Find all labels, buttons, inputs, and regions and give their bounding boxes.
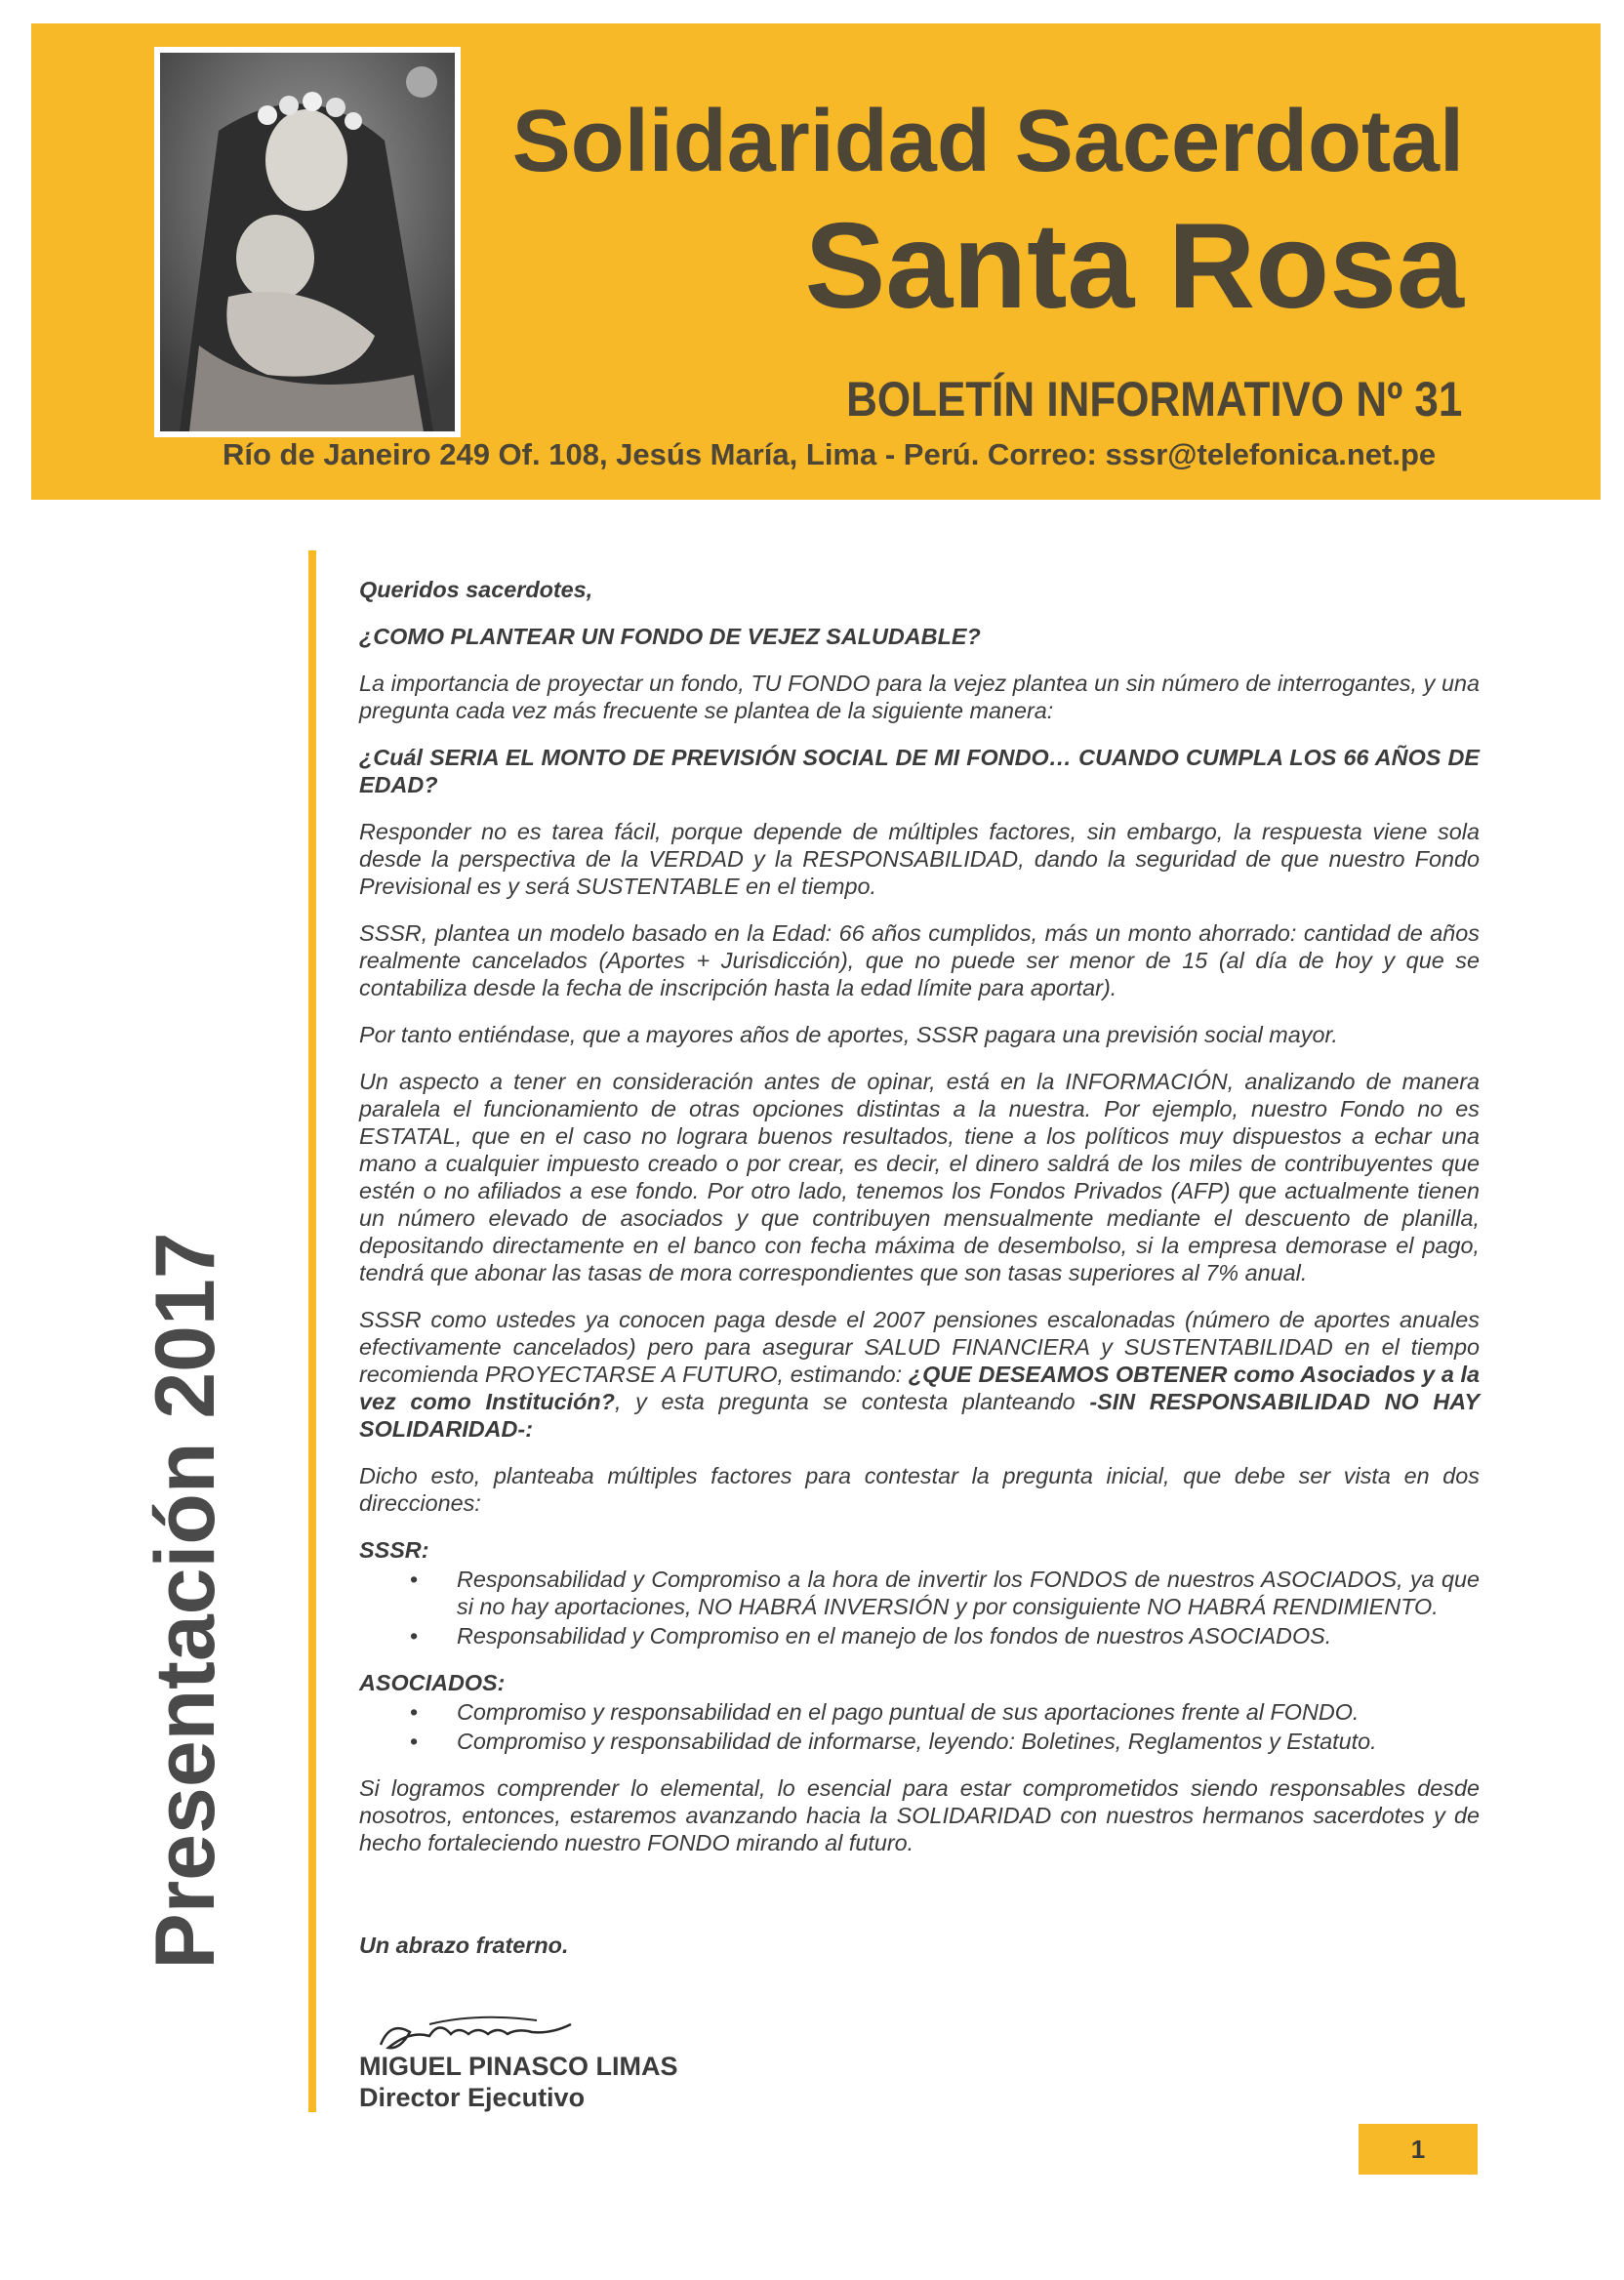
sssr-list xyxy=(359,1566,1480,1649)
bullet-icon: • xyxy=(410,1729,419,1754)
address-line: Río de Janeiro 249 Of. 108, Jesús María, Lima - Perú. Correo: sssr@telefonica.net.pe xyxy=(223,437,1437,471)
paragraph-1: La importancia de proyectar un fondo, TU FONDO para la vejez plantea un sin número de interrogantes, y una pregunta cada vez más frecuente se plantea de la siguiente manera: xyxy=(359,671,1480,723)
list-item: • Compromiso y responsabilidad en el pago puntual de sus aportaciones frente al FONDO. xyxy=(410,1699,1360,1725)
asociados-list xyxy=(359,1698,1480,1755)
letter-body xyxy=(359,576,1480,1876)
paragraph-6-a: SSSR como ustedes ya conocen paga desde el 2007 pensiones escalonadas (número de aportes anuales efectivamente cancelados) pero para asegurar SALUD FINANCIERA y SUSTENTABILIDAD en el tiempo recomienda PROYECTARSE A FUTURO, estimando: xyxy=(359,1307,1480,1387)
paragraph-6-motto: -SIN RESPONSABILIDAD NO HAY SOLIDARIDAD-: xyxy=(359,1389,1481,1442)
greeting: Queridos sacerdotes, xyxy=(359,577,593,602)
paragraph-2: Responder no es tarea fácil, porque depende de múltiples factores, sin embargo, la respuesta viene sola desde la perspectiva de la VERDAD y la RESPONSABILIDAD, dando la seguridad de que nuestro Fondo Previsional es y será SUSTENTABLE en el tiempo. xyxy=(359,819,1480,899)
title-line-2: Santa Rosa xyxy=(804,199,1464,334)
paragraph-6-c: , y esta pregunta se contesta planteando xyxy=(614,1389,1090,1414)
paragraph-4: Por tanto entiéndase, que a mayores años de aportes, SSSR pagara una previsión social mayor. xyxy=(359,1022,1338,1047)
header-banner xyxy=(31,23,1601,500)
signer-name: MIGUEL PINASCO LIMAS xyxy=(359,2052,678,2081)
paragraph-8: Si logramos comprender lo elemental, lo esencial para estar comprometidos siendo responsables desde nosotros, entonces, estaremos avanzando hacia la SOLIDARIDAD con nuestros hermanos sacerdotes y de hecho fortaleciendo nuestro FONDO mirando al futuro. xyxy=(359,1775,1480,1855)
signer-role: Director Ejecutivo xyxy=(359,2083,586,2112)
paragraph-7: Dicho esto, planteaba múltiples factores para contestar la pregunta inicial, que debe ser vista en dos direcciones: xyxy=(359,1463,1480,1516)
sssr-heading: SSSR: xyxy=(359,1537,429,1563)
asociados-heading: ASOCIADOS: xyxy=(359,1670,506,1695)
madonna-portrait-icon xyxy=(154,47,461,437)
paragraph-3: SSSR, plantea un modelo basado en la Edad: 66 años cumplidos, más un monto ahorrado: cantidad de años realmente cancelados (Aportes + Jurisdicción), que no puede ser menor de 15 (al día de hoy y que se contabiliza desde la fecha de inscripción hasta la edad límite para aportar). xyxy=(359,920,1480,1000)
bulletin-number: BOLETÍN INFORMATIVO Nº 31 xyxy=(845,372,1462,427)
letter-heading: ¿COMO PLANTEAR UN FONDO DE VEJEZ SALUDABLE? xyxy=(359,624,981,649)
signature-icon xyxy=(371,1991,586,2059)
page-number: 1 xyxy=(1359,2124,1478,2175)
title-line-1: Solidaridad Sacerdotal xyxy=(511,93,1464,190)
side-accent-rule xyxy=(308,550,316,2112)
list-item: • Responsabilidad y Compromiso a la hora de invertir los FONDOS de nuestros ASOCIADOS, ya que si no hay aportaciones, NO HABRÁ INVERSIÓN y por consiguiente NO HABRÁ RENDIMIENTO. xyxy=(410,1567,1480,1619)
bullet-icon: • xyxy=(410,1699,419,1725)
vertical-title: Presentación 2017 xyxy=(139,1232,232,1970)
paragraph-5: Un aspecto a tener en consideración antes de opinar, está en la INFORMACIÓN, analizando de manera paralela el funcionamiento de otras opciones distintas a la nuestra. Por ejemplo, nuestro Fondo no es ESTATAL, que en el caso no lograra buenos resultados, tiene a los políticos muy dispuestos a echar una mano a cualquier impuesto creado o por crear, es decir, el dinero saldrá de los miles de contribuyentes que estén o no afiliados a ese fondo. Por otro lado, tenemos los Fondos Privados (AFP) que actualmente tienen un número elevado de asociados y que contribuyen mensualmente mediante el descuento de planilla, depositando directamente en el banco con fecha máxima de desembolso, si la empresa demorase el pago, tendrá que abonar las tasas de mora correspondientes que son tasas superiores al 7% anual. xyxy=(359,1069,1480,1285)
paragraph-6 xyxy=(359,1306,1480,1443)
bullet-icon: • xyxy=(410,1623,419,1649)
key-question: ¿Cuál SERIA EL MONTO DE PREVISIÓN SOCIAL DE MI FONDO… CUANDO CUMPLA LOS 66 AÑOS DE EDAD? xyxy=(359,745,1480,797)
paragraph-6-question: ¿QUE DESEAMOS OBTENER como Asociados y a la vez como Institución? xyxy=(359,1362,1481,1414)
list-item: • Compromiso y responsabilidad de informarse, leyendo: Boletines, Reglamentos y Estatuto. xyxy=(410,1729,1377,1754)
bullet-icon: • xyxy=(410,1567,419,1592)
closing-line: Un abrazo fraterno. xyxy=(359,1933,569,1958)
list-item: • Responsabilidad y Compromiso en el manejo de los fondos de nuestros ASOCIADOS. xyxy=(410,1623,1332,1649)
